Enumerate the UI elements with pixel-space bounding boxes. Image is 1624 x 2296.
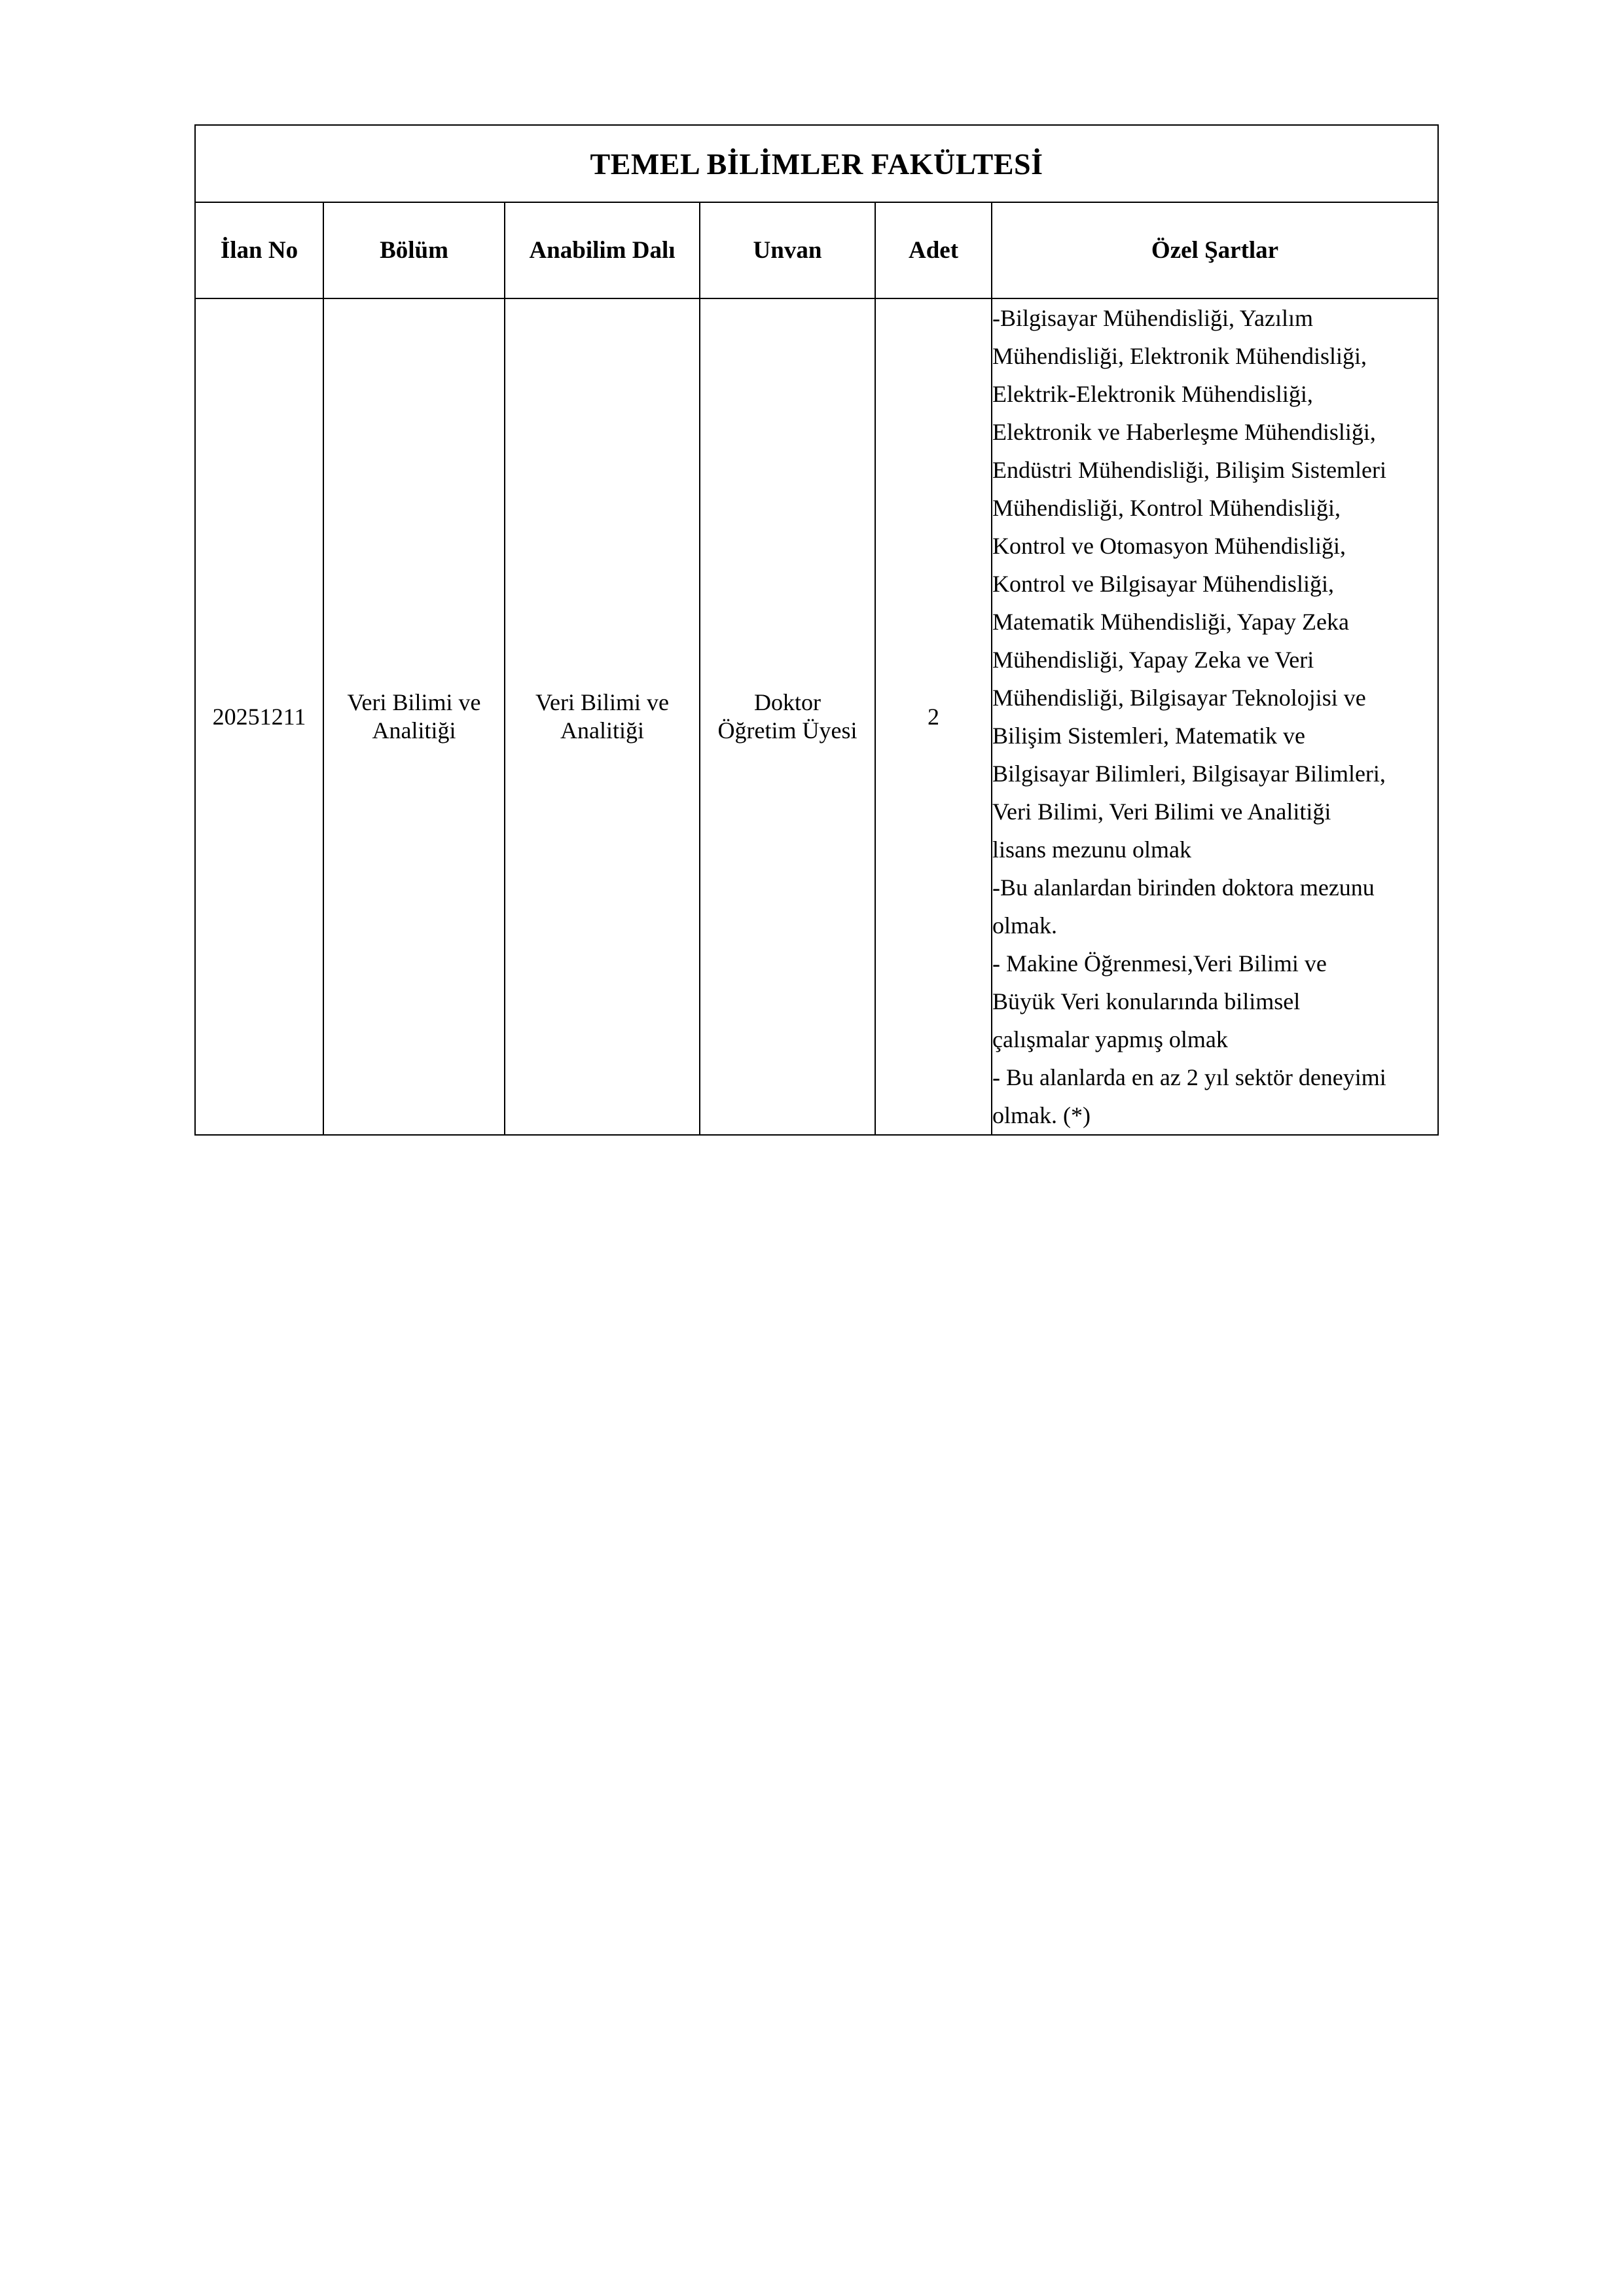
condition-line: lisans mezunu olmak	[992, 836, 1191, 863]
table-row	[195, 298, 1438, 1135]
condition-line: Mühendisliği, Elektronik Mühendisliği,	[992, 343, 1367, 369]
cell-unvan	[700, 298, 875, 1135]
anabilim-dali-line: Analitiği	[560, 717, 644, 744]
condition-line: olmak.	[992, 912, 1057, 939]
cell-ozel-sartlar	[992, 298, 1438, 1135]
cell-ilan-no: 20251211	[195, 298, 323, 1135]
condition-line: Elektrik-Elektronik Mühendisliği,	[992, 381, 1313, 407]
bolum-line: Analitiği	[372, 717, 456, 744]
column-header-ozel-sartlar: Özel Şartlar	[992, 202, 1438, 298]
column-header-bolum: Bölüm	[323, 202, 505, 298]
condition-line: Elektronik ve Haberleşme Mühendisliği,	[992, 419, 1376, 445]
condition-line: Bilgisayar Bilimleri, Bilgisayar Bilimleri,	[992, 761, 1386, 787]
condition-line: Kontrol ve Otomasyon Mühendisliği,	[992, 533, 1346, 559]
condition-line: - Makine Öğrenmesi,Veri Bilimi ve	[992, 950, 1327, 977]
condition-line: Endüstri Mühendisliği, Bilişim Sistemleri	[992, 457, 1387, 483]
column-header-anabilim-dali: Anabilim Dalı	[505, 202, 700, 298]
condition-line: Mühendisliği, Kontrol Mühendisliği,	[992, 495, 1341, 521]
condition-line: Veri Bilimi, Veri Bilimi ve Analitiği	[992, 798, 1331, 825]
condition-line: Kontrol ve Bilgisayar Mühendisliği,	[992, 571, 1334, 597]
cell-anabilim-dali	[505, 298, 700, 1135]
condition-line: Mühendisliği, Bilgisayar Teknolojisi ve	[992, 685, 1366, 711]
unvan-line: Öğretim Üyesi	[717, 717, 857, 744]
condition-line: -Bilgisayar Mühendisliği, Yazılım	[992, 305, 1313, 331]
condition-line: Matematik Mühendisliği, Yapay Zeka	[992, 609, 1349, 635]
column-header-ilan-no: İlan No	[195, 202, 323, 298]
condition-line: -Bu alanlardan birinden doktora mezunu	[992, 874, 1375, 901]
unvan-line: Doktor	[754, 689, 821, 715]
faculty-positions-table	[194, 124, 1439, 1136]
title-row	[195, 125, 1438, 202]
condition-line: Büyük Veri konularında bilimsel	[992, 988, 1301, 1014]
bolum-line: Veri Bilimi ve	[347, 689, 481, 715]
column-header-unvan: Unvan	[700, 202, 875, 298]
condition-line: olmak. (*)	[992, 1102, 1091, 1128]
anabilim-dali-line: Veri Bilimi ve	[535, 689, 669, 715]
condition-line: çalışmalar yapmış olmak	[992, 1026, 1228, 1052]
condition-line: Mühendisliği, Yapay Zeka ve Veri	[992, 647, 1314, 673]
header-row	[195, 202, 1438, 298]
condition-line: - Bu alanlarda en az 2 yıl sektör deneyimi	[992, 1064, 1386, 1090]
column-header-adet: Adet	[875, 202, 992, 298]
cell-bolum	[323, 298, 505, 1135]
cell-adet: 2	[875, 298, 992, 1135]
faculty-title: TEMEL BİLİMLER FAKÜLTESİ	[195, 125, 1438, 202]
condition-line: Bilişim Sistemleri, Matematik ve	[992, 723, 1305, 749]
